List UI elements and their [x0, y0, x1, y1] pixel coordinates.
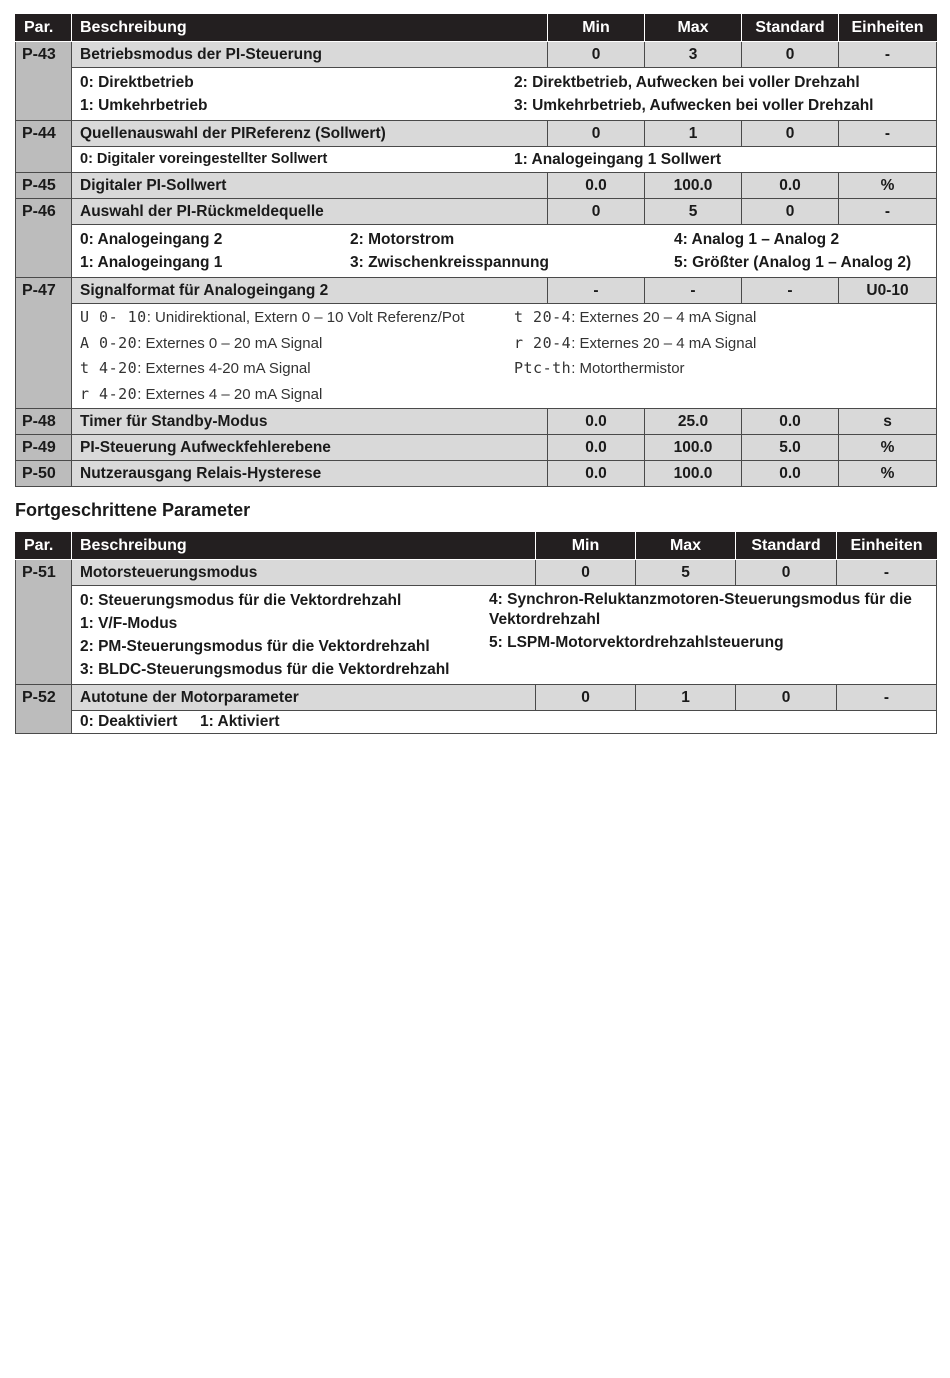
option-item: 2: Motorstrom [350, 231, 455, 248]
param-min: 0 [548, 199, 645, 225]
param-row-p49 [16, 435, 937, 461]
option-item: 5: LSPM-Motorvektordrehzahlsteuerung [489, 634, 784, 651]
param-row-p45 [16, 173, 937, 199]
param-description: Timer für Standby-Modus [72, 409, 548, 435]
param-max: - [645, 278, 742, 304]
param-default: 0 [742, 42, 839, 68]
param-id: P-51 [16, 560, 72, 685]
option-item: 0: Analogeingang 2 [80, 231, 223, 248]
option-item: t 4-20: Externes 4-20 mA Signal [80, 359, 311, 377]
param-max: 100.0 [645, 173, 742, 199]
option-item: 3: Umkehrbetrieb, Aufwecken bei voller Drehzahl [514, 97, 874, 114]
param-min: 0.0 [548, 435, 645, 461]
option-item: 0: Direktbetrieb [80, 74, 194, 91]
param-unit: - [839, 199, 937, 225]
param-row-p47 [16, 278, 937, 304]
param-default: 0 [736, 685, 837, 711]
header-description: Beschreibung [72, 15, 548, 42]
option-item: 1: Analogeingang 1 Sollwert [514, 151, 721, 168]
param-unit: % [839, 435, 937, 461]
param-unit: - [839, 42, 937, 68]
param-unit: - [837, 560, 937, 586]
param-row-p44 [16, 121, 937, 147]
param-description: PI-Steuerung Aufweckfehlerebene [72, 435, 548, 461]
table-header-row [16, 533, 937, 560]
param-min: 0.0 [548, 173, 645, 199]
param-max: 100.0 [645, 461, 742, 487]
param-row-p43 [16, 42, 937, 68]
display-code: t 20-4 [514, 308, 572, 326]
param-min: 0 [536, 560, 636, 586]
param-id: P-45 [16, 173, 72, 199]
param-min: 0 [548, 121, 645, 147]
param-row-p51 [16, 560, 937, 586]
table-header-row [16, 15, 937, 42]
display-code: t 4-20 [80, 359, 138, 377]
param-id: P-52 [16, 685, 72, 734]
param-min: - [548, 278, 645, 304]
param-min: 0.0 [548, 409, 645, 435]
option-item: Ptc-th: Motorthermistor [514, 359, 685, 377]
param-default: 0 [742, 199, 839, 225]
header-min: Min [548, 15, 645, 42]
param-default: 0.0 [742, 461, 839, 487]
param-default: - [742, 278, 839, 304]
param-options-p43 [16, 68, 937, 121]
param-row-p52 [16, 685, 937, 711]
param-options-p46 [16, 225, 937, 278]
display-code: Ptc-th [514, 359, 572, 377]
option-item: 3: BLDC-Steuerungsmodus für die Vektordrehzahl [80, 661, 450, 678]
param-options-p47 [16, 304, 937, 409]
option-item: r 4-20: Externes 4 – 20 mA Signal [80, 384, 323, 403]
param-description: Signalformat für Analogeingang 2 [72, 278, 548, 304]
option-item: 4: Synchron-Reluktanzmotoren-Steuerungsmodus für die Vektordrehzahl [489, 591, 912, 628]
parameter-table-advanced [15, 532, 937, 734]
param-max: 1 [645, 121, 742, 147]
param-unit: - [839, 121, 937, 147]
param-min: 0.0 [548, 461, 645, 487]
display-code: r 4-20 [80, 384, 138, 403]
header-default: Standard [742, 15, 839, 42]
param-unit: s [839, 409, 937, 435]
option-item: r 20-4: Externes 20 – 4 mA Signal [514, 333, 757, 352]
param-max: 100.0 [645, 435, 742, 461]
option-item: 1: V/F-Modus [80, 615, 178, 632]
param-id: P-48 [16, 409, 72, 435]
option-item: 4: Analog 1 – Analog 2 [674, 231, 840, 248]
param-id: P-46 [16, 199, 72, 278]
header-default: Standard [736, 533, 837, 560]
param-unit: U0-10 [839, 278, 937, 304]
param-id: P-44 [16, 121, 72, 173]
option-item: A 0-20: Externes 0 – 20 mA Signal [80, 333, 323, 352]
option-item: 1: Aktiviert [199, 713, 280, 730]
option-item: 0: Deaktiviert [80, 713, 178, 730]
option-item: 2: PM-Steuerungsmodus für die Vektordrehzahl [80, 638, 430, 655]
param-default: 0 [736, 560, 837, 586]
param-min: 0 [536, 685, 636, 711]
display-code: U 0- 10 [80, 308, 147, 326]
param-options-p52 [16, 711, 937, 734]
param-default: 0.0 [742, 173, 839, 199]
option-item: 3: Zwischenkreisspannung [350, 254, 549, 271]
param-options-p51 [16, 586, 937, 685]
param-id: P-50 [16, 461, 72, 487]
header-min: Min [536, 533, 636, 560]
option-item: 1: Analogeingang 1 [80, 254, 223, 271]
param-description: Quellenauswahl der PIReferenz (Sollwert) [72, 121, 548, 147]
param-default: 0.0 [742, 409, 839, 435]
param-row-p46 [16, 199, 937, 225]
param-unit: - [837, 685, 937, 711]
header-description: Beschreibung [72, 533, 536, 560]
option-item: U 0- 10: Unidirektional, Extern 0 – 10 Volt Referenz/Pot [80, 308, 465, 326]
param-min: 0 [548, 42, 645, 68]
header-par: Par. [16, 15, 72, 42]
header-max: Max [645, 15, 742, 42]
header-max: Max [636, 533, 736, 560]
param-row-p48 [16, 409, 937, 435]
param-max: 1 [636, 685, 736, 711]
param-unit: % [839, 461, 937, 487]
param-description: Betriebsmodus der PI-Steuerung [72, 42, 548, 68]
param-max: 25.0 [645, 409, 742, 435]
display-code: r 20-4 [514, 333, 572, 352]
display-code: A 0-20 [80, 333, 138, 352]
param-id: P-47 [16, 278, 72, 409]
param-max: 3 [645, 42, 742, 68]
param-options-p44 [16, 147, 937, 173]
section-title: Fortgeschrittene Parameter [15, 500, 251, 520]
param-row-p50 [16, 461, 937, 487]
option-item: 5: Größter (Analog 1 – Analog 2) [674, 254, 912, 271]
parameter-table-basic [15, 14, 937, 487]
param-max: 5 [636, 560, 736, 586]
option-item: 2: Direktbetrieb, Aufwecken bei voller Drehzahl [514, 74, 860, 91]
option-item: 0: Steuerungsmodus für die Vektordrehzahl [80, 592, 402, 609]
param-max: 5 [645, 199, 742, 225]
param-id: P-43 [16, 42, 72, 121]
param-description: Auswahl der PI-Rückmeldequelle [72, 199, 548, 225]
param-default: 0 [742, 121, 839, 147]
param-description: Autotune der Motorparameter [72, 685, 536, 711]
header-par: Par. [16, 533, 72, 560]
header-unit: Einheiten [837, 533, 937, 560]
param-description: Motorsteuerungsmodus [72, 560, 536, 586]
param-description: Digitaler PI-Sollwert [72, 173, 548, 199]
param-description: Nutzerausgang Relais-Hysterese [72, 461, 548, 487]
header-unit: Einheiten [839, 15, 937, 42]
option-item: t 20-4: Externes 20 – 4 mA Signal [514, 308, 757, 326]
param-id: P-49 [16, 435, 72, 461]
option-item: 0: Digitaler voreingestellter Sollwert [80, 151, 328, 167]
param-unit: % [839, 173, 937, 199]
param-default: 5.0 [742, 435, 839, 461]
option-item: 1: Umkehrbetrieb [80, 97, 208, 114]
